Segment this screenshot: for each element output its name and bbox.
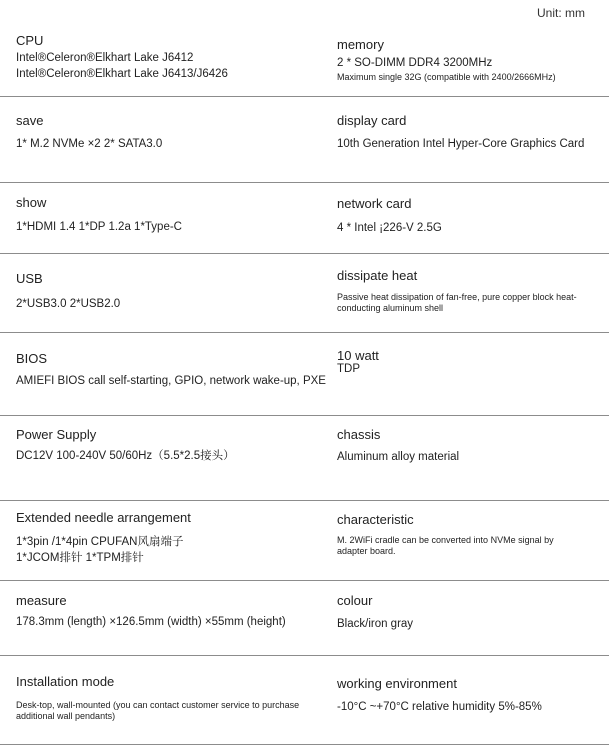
spec-note: M. 2WiFi cradle can be converted into NVMe signal by adapter board.: [337, 535, 554, 556]
spec-value: 2 * SO-DIMM DDR4 3200MHz: [337, 57, 493, 69]
spec-value: DC12V 100-240V 50/60Hz（5.5*2.5接头）: [16, 450, 235, 462]
spec-label: Installation mode: [16, 674, 115, 689]
unit-label: Unit: mm: [537, 6, 585, 20]
spec-cell-left-cpu: [0, 24, 321, 96]
spec-row: [0, 183, 609, 254]
spec-label: network card: [337, 196, 412, 211]
spec-cell-right-chassis: [321, 416, 609, 500]
spec-value: Black/iron gray: [337, 618, 414, 630]
spec-value: Aluminum alloy material: [337, 451, 460, 463]
spec-value: 178.3mm (length) ×126.5mm (width) ×55mm (height): [16, 616, 286, 628]
spec-cell-right-memory: [321, 24, 609, 96]
spec-value: 1* M.2 NVMe ×2 2* SATA3.0: [16, 138, 163, 150]
spec-cell-left-installation-mode: [0, 656, 321, 744]
spec-label: colour: [337, 593, 373, 608]
spec-cell-left-extended-needle-arrangement: [0, 501, 321, 580]
spec-cell-left-usb: [0, 254, 321, 332]
spec-label: characteristic: [337, 512, 414, 527]
spec-cell-right-working-environment: [321, 656, 609, 744]
spec-cell-right-10-watt: [321, 333, 609, 415]
spec-row: [0, 254, 609, 333]
spec-label: measure: [16, 593, 67, 608]
spec-label: USB: [16, 271, 43, 286]
spec-value: AMIEFI BIOS call self-starting, GPIO, network wake-up, PXE: [16, 375, 326, 387]
spec-cell-left-power-supply: [0, 416, 321, 500]
spec-label: display card: [337, 113, 407, 128]
spec-value: Intel®Celeron®Elkhart Lake J6413/J6426: [16, 68, 228, 80]
spec-cell-right-dissipate-heat: [321, 254, 609, 332]
spec-row: [0, 24, 609, 97]
spec-value: 1*3pin /1*4pin CPUFAN风扇端子: [16, 536, 184, 548]
spec-row: [0, 333, 609, 416]
spec-cell-left-bios: [0, 333, 326, 415]
spec-row: [0, 656, 609, 745]
spec-label: working environment: [337, 676, 457, 691]
spec-table: [0, 24, 609, 745]
spec-value: Intel®Celeron®Elkhart Lake J6412: [16, 52, 194, 64]
spec-value: TDP: [337, 363, 360, 375]
spec-row: [0, 416, 609, 501]
spec-value: -10°C ~+70°C relative humidity 5%-85%: [337, 701, 542, 713]
spec-row: [0, 581, 609, 656]
spec-value: 2*USB3.0 2*USB2.0: [16, 298, 121, 310]
spec-cell-right-network-card: [321, 183, 609, 253]
spec-note: Passive heat dissipation of fan-free, pure copper block heat-conducting aluminum shell: [337, 292, 577, 313]
spec-label: 10 watt: [337, 348, 379, 363]
spec-label: Extended needle arrangement: [16, 510, 191, 525]
spec-value: 1*JCOM排针 1*TPM排针: [16, 552, 144, 564]
spec-label: Power Supply: [16, 427, 97, 442]
spec-label: CPU: [16, 33, 44, 48]
spec-note: Maximum single 32G (compatible with 2400/2666MHz): [337, 72, 556, 82]
spec-label: chassis: [337, 427, 381, 442]
spec-note: Desk-top, wall-mounted (you can contact customer service to purchase additional wall pendants): [16, 700, 300, 721]
spec-row: [0, 501, 609, 581]
spec-value: 1*HDMI 1.4 1*DP 1.2a 1*Type-C: [16, 221, 182, 233]
spec-cell-left-save: [0, 97, 321, 182]
spec-cell-right-colour: [321, 581, 609, 655]
spec-label: BIOS: [16, 351, 48, 366]
spec-cell-right-display-card: [321, 97, 609, 182]
spec-cell-left-show: [0, 183, 321, 253]
spec-cell-left-measure: [0, 581, 321, 655]
spec-value: 10th Generation Intel Hyper-Core Graphics Card: [337, 138, 585, 150]
spec-label: show: [16, 195, 47, 210]
spec-label: memory: [337, 37, 384, 52]
spec-value: 4 * Intel ¡226-V 2.5G: [337, 222, 442, 234]
spec-label: dissipate heat: [337, 268, 418, 283]
spec-label: save: [16, 113, 44, 128]
spec-cell-right-characteristic: [321, 501, 609, 580]
spec-row: [0, 97, 609, 183]
